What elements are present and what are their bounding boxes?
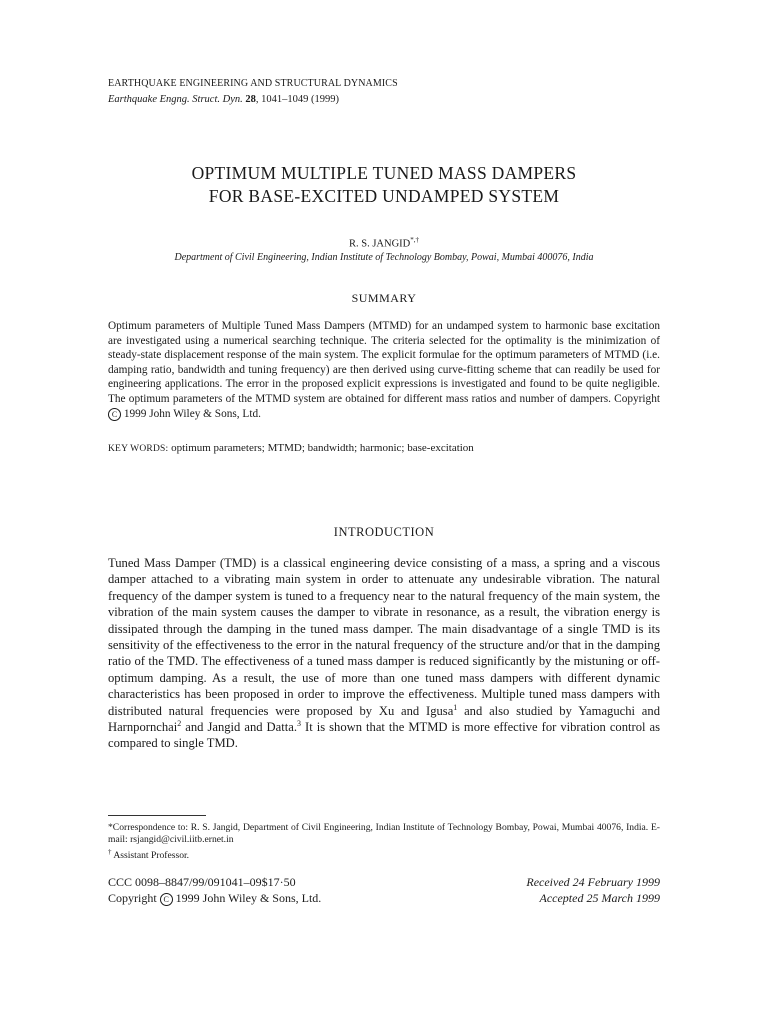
keywords-line [108, 442, 660, 454]
bottom-copyright [108, 890, 321, 906]
copyright-icon: C [160, 893, 173, 906]
summary-heading: SUMMARY [351, 291, 417, 305]
title-line-2: FOR BASE-EXCITED UNDAMPED SYSTEM [208, 186, 560, 206]
accepted-date: Accepted 25 March 1999 [539, 891, 660, 905]
footnote-divider [108, 815, 206, 816]
correspondence-footnote: *Correspondence to: R. S. Jangid, Department of Civil Engineering, Indian Institute of Technology Bombay, Powai, Mumbai 40076, India. E-mail: rsjangid@civil.iitb.ernet.in [108, 822, 660, 846]
journal-pages-year: , 1041–1049 (1999) [255, 94, 339, 105]
author-line [108, 236, 660, 250]
reference-2[interactable]: 2 [177, 718, 182, 728]
keywords-text: optimum parameters; MTMD; bandwidth; harmonic; base-excitation [168, 442, 474, 454]
intro-part-2: and also studied by Yamaguchi and Harnpornchai [108, 703, 660, 735]
summary-text [108, 319, 660, 421]
title-line-1: OPTIMUM MULTIPLE TUNED MASS DAMPERS [191, 163, 577, 183]
author-marks: *,† [410, 236, 419, 244]
author-name: R. S. JANGID [348, 238, 411, 250]
copyright-suffix: 1999 John Wiley & Sons, Ltd. [172, 891, 322, 905]
copyright-icon: C [108, 408, 121, 421]
paper-title [108, 162, 660, 208]
publication-info [108, 874, 321, 906]
summary-body: Optimum parameters of Multiple Tuned Mass Dampers (MTMD) for an undamped system to harmonic base excitation are investigated using a numerical searching technique. The criteria selected for the optimality is the minimization of steady-state displacement response of the main system. The explicit formulae for the optimum parameters of MTMD (i.e. damping ratio, bandwidth and tuning frequency) are then derived using curve-fitting scheme that can readily be used for engineering applications. The error in the proposed explicit expressions is investigated and found to be quite negligible. The optimum parameters of the MTMD system are obtained for different mass ratios and number of dampers. Copyright [108, 320, 660, 405]
intro-part-4: It is shown that the MTMD is more effective for vibration control as compared to single TMD. [108, 720, 660, 751]
copyright-prefix: Copyright [108, 891, 160, 905]
reference-3[interactable]: 3 [296, 718, 301, 728]
introduction-heading: INTRODUCTION [333, 525, 435, 539]
dagger-mark: † [108, 848, 112, 856]
intro-part-1: Tuned Mass Damper (TMD) is a classical engineering device consisting of a mass, a spring and a viscous damper attached to a vibrating main system in order to attenuate any undesirable vibration. The natural frequency of the damper system is tuned to a frequency near to the natural frequency of the main system, the vibration of the main system causes the damper to vibrate in resonance, as a result, the vibration energy is dissipated through the damping in the tuned mass damper. The main disadvantage of a single TMD is its sensitivity of the effectiveness to the error in the natural frequency of the structure and/or that in the damping ratio of the TMD. The effectiveness of a tuned mass damper is reduced significantly by the mistuning or off-optimum damping. As a result, the use of more than one tuned mass dampers with different dynamic characteristics has been proposed in order to improve the effectiveness. Multiple tuned mass dampers with distributed natural frequencies were proposed by Xu and Igusa [108, 556, 660, 718]
ccc-code: CCC 0098–8847/99/091041–09$17·50 [108, 875, 296, 889]
dates-info [526, 874, 660, 906]
journal-name: EARTHQUAKE ENGINEERING AND STRUCTURAL DYNAMICS [108, 78, 398, 89]
journal-abbrev: Earthquake Engng. Struct. Dyn. [108, 94, 243, 105]
intro-part-3: and Jangid and Datta. [181, 720, 297, 735]
summary-copyright: 1999 John Wiley & Sons, Ltd. [121, 407, 261, 420]
author-affiliation: Department of Civil Engineering, Indian Institute of Technology Bombay, Powai, Mumbai 400076, India [174, 252, 594, 263]
keywords-label: KEY WORDS: [108, 444, 169, 454]
journal-volume: 28 [245, 94, 256, 105]
position-footnote [108, 848, 189, 861]
received-date: Received 24 February 1999 [526, 875, 660, 889]
reference-1[interactable]: 1 [453, 702, 458, 712]
introduction-text [108, 555, 660, 752]
position-text: Assistant Professor. [111, 850, 190, 862]
journal-citation [108, 94, 339, 105]
